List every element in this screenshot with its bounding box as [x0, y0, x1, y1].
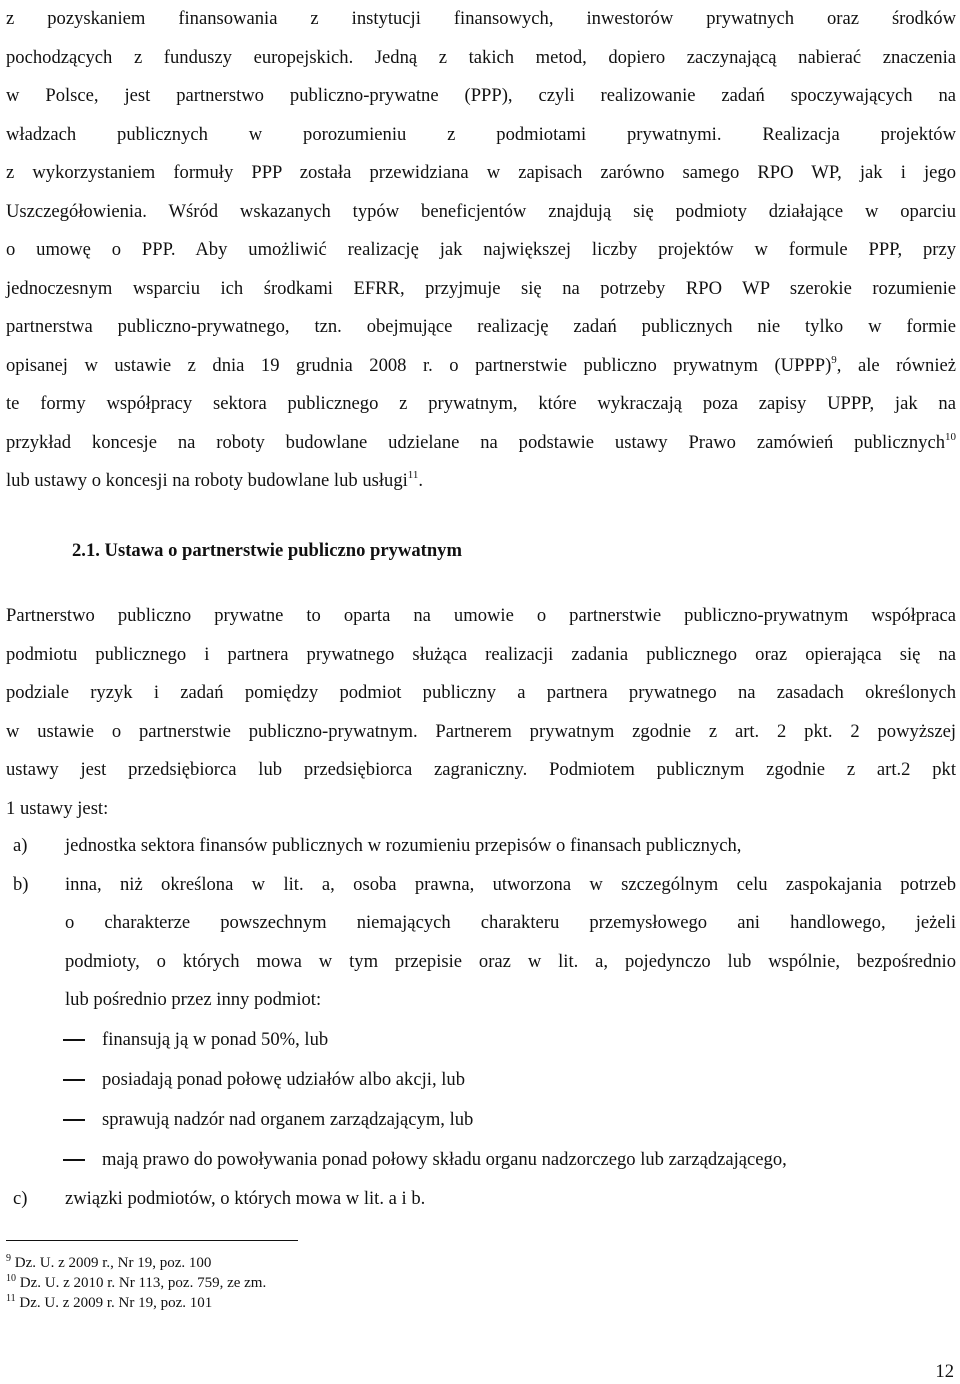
list-item-text: o charakterze powszechnym niemających charakteru przemysłowego ani handlowego, jeżeli [65, 912, 956, 933]
text-line: w Polsce, jest partnerstwo publiczno-prywatne (PPP), czyli realizowanie zadań spoczywających na [6, 85, 956, 106]
text-fragment: . [418, 470, 424, 491]
text-line [6, 347, 956, 386]
paragraph-2 [6, 597, 956, 828]
dash-bullet-icon [63, 1039, 85, 1041]
text-line: z wykorzystaniem formuły PPP została przewidziana w zapisach zarówno samego RPO WP, jak i jego [6, 162, 956, 183]
text-line: z pozyskaniem finansowania z instytucji finansowych, inwestorów prywatnych oraz środków [6, 8, 956, 29]
text-line: jednoczesnym wsparciu ich środkami EFRR, przyjmuje się na potrzeby RPO WP szerokie rozumienie [6, 277, 956, 299]
text-line: władzach publicznych w porozumieniu z podmiotami prywatnymi. Realizacja projektów [6, 123, 956, 145]
list-item-b [0, 866, 960, 1180]
footnote-ref[interactable]: 9 [831, 353, 837, 366]
text-line: podmiotu publicznego i partnera prywatnego służąca realizacji zadania publicznego oraz opierająca się na [6, 643, 956, 665]
sub-list-item [0, 1060, 960, 1100]
list-item-text: lub pośrednio przez inny podmiot: [65, 989, 322, 1010]
footnote-text: Dz. U. z 2009 r. Nr 19, poz. 101 [15, 1295, 213, 1311]
sub-list-item [0, 1100, 960, 1140]
text-line [6, 462, 956, 501]
text-line: Partnerstwo publiczno prywatne to oparta na umowie o partnerstwie publiczno-prywatnym współpraca [6, 605, 956, 626]
text-fragment: , ale również [836, 354, 956, 376]
section-heading: 2.1. Ustawa o partnerstwie publiczno prywatnym [72, 540, 462, 561]
text-line: te formy współpracy sektora publicznego z prywatnym, które wykraczają poza zapisy UPPP, jak na [6, 393, 956, 414]
footnote-number: 10 [6, 1273, 16, 1284]
text-line: 1 ustawy jest: [6, 797, 109, 819]
text-line: ustawy jest przedsiębiorca lub przedsiębiorca zagraniczny. Podmiotem publicznym zgodnie z art.2 pkt [6, 759, 956, 780]
footnote [6, 1293, 266, 1313]
text-fragment: lub ustawy o koncesji na roboty budowlane lub usługi [6, 470, 408, 491]
sub-list-item-text: posiadają ponad połowę udziałów albo akcji, lub [102, 1068, 465, 1090]
definition-list [0, 827, 960, 1218]
list-item-c [0, 1180, 960, 1219]
text-line: podziale ryzyk i zadań pomiędzy podmiot publiczny a partnera prywatnego na zasadach określonych [6, 682, 956, 703]
text-fragment: opisanej w ustawie z dnia 19 grudnia 2008 r. o partnerstwie publiczno prywatnym (UPPP) [6, 354, 832, 376]
text-line: o umowę o PPP. Aby umożliwić realizację jak największej liczby projektów w formule PPP, przy [6, 239, 956, 260]
footnote-ref[interactable]: 11 [407, 469, 419, 481]
sub-list-item-text: sprawują nadzór nad organem zarządzającym, lub [102, 1108, 474, 1130]
dash-bullet-icon [63, 1079, 85, 1081]
sub-list-item-text: finansują ją w ponad 50%, lub [102, 1028, 329, 1050]
list-item-text: inna, niż określona w lit. a, osoba prawna, utworzona w szczególnym celu zaspokajania potrzeb [65, 873, 956, 895]
list-item-text: związki podmiotów, o których mowa w lit. a i b. [65, 1187, 426, 1209]
list-marker: c) [13, 1187, 28, 1209]
dash-bullet-icon [63, 1119, 85, 1121]
footnotes [6, 1253, 266, 1313]
list-item-a [0, 827, 960, 866]
dash-bullet-icon [63, 1159, 85, 1161]
page-number: 12 [935, 1361, 954, 1382]
footnote-number: 11 [6, 1293, 16, 1304]
sub-list-item-text: mają prawo do powoływania ponad połowy składu organu nadzorczego lub zarządzającego, [102, 1148, 787, 1170]
list-item-text: jednostka sektora finansów publicznych w rozumieniu przepisów o finansach publicznych, [65, 835, 742, 856]
footnote-text: Dz. U. z 2010 r. Nr 113, poz. 759, ze zm. [16, 1275, 267, 1291]
sub-list-item [0, 1020, 960, 1060]
list-item-text: podmioty, o których mowa w tym przepisie oraz w lit. a, pojedynczo lub wspólnie, bezpośrednio [65, 950, 956, 972]
text-line: Uszczegółowienia. Wśród wskazanych typów beneficjentów znajdują się podmioty działające w oparciu [6, 200, 956, 222]
footnote-separator [6, 1240, 298, 1241]
footnote-text: Dz. U. z 2009 r., Nr 19, poz. 100 [11, 1255, 212, 1271]
paragraph-1 [6, 0, 956, 501]
text-line [6, 424, 956, 463]
text-line: partnerstwa publiczno-prywatnego, tzn. obejmujące realizację zadań publicznych nie tylko w formie [6, 316, 956, 337]
footnote-number: 9 [6, 1253, 11, 1264]
text-line: w ustawie o partnerstwie publiczno-prywatnym. Partnerem prywatnym zgodnie z art. 2 pkt. 2 powyższej [6, 720, 956, 742]
footnote-ref[interactable]: 10 [945, 430, 956, 443]
sub-list-item [0, 1140, 960, 1180]
list-marker: b) [13, 873, 29, 895]
text-fragment: przykład koncesje na roboty budowlane udzielane na podstawie ustawy Prawo zamówień publicznych [6, 431, 945, 453]
list-marker: a) [13, 835, 28, 856]
footnote [6, 1273, 266, 1293]
footnote [6, 1253, 266, 1273]
text-line: pochodzących z funduszy europejskich. Jedną z takich metod, dopiero zaczynającą nabierać znaczenia [6, 46, 956, 68]
